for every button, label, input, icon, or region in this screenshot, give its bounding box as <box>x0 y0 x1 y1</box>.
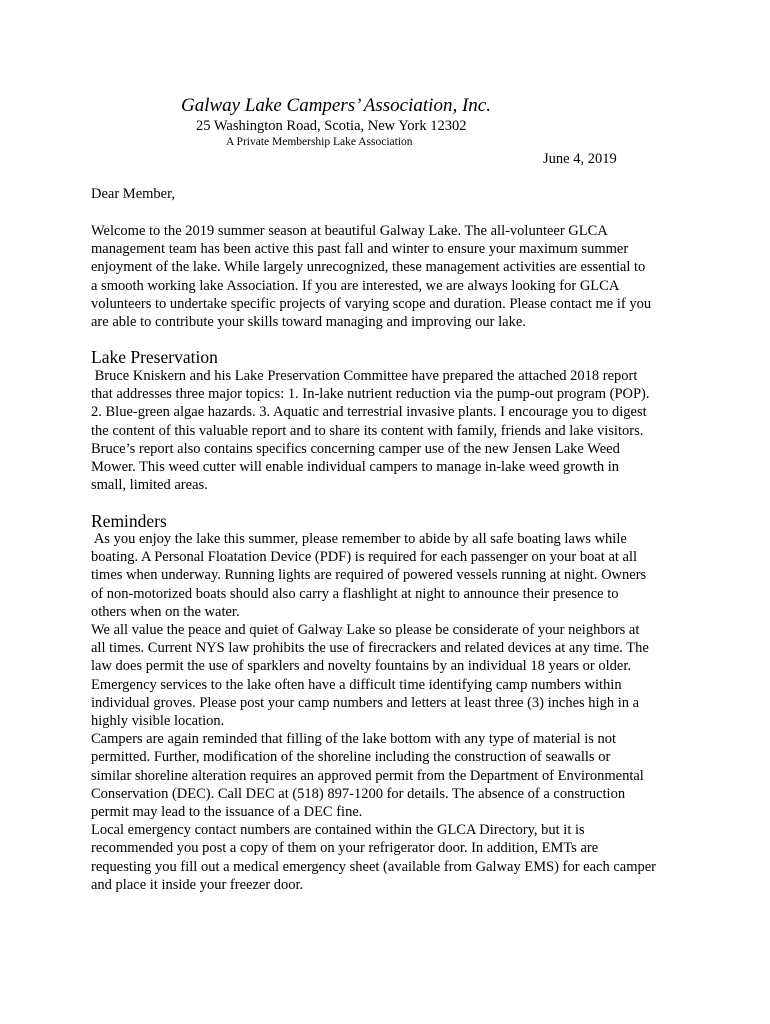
reminders-paragraph <box>91 530 691 894</box>
letterhead-tagline: A Private Membership Lake Association <box>226 136 413 148</box>
paragraph-line: individual groves. Please post your camp numbers and letters at least three (3) inches high in a <box>91 694 640 711</box>
paragraph-line: that addresses three major topics: 1. In-lake nutrient reduction via the pump-out program (POP). <box>91 386 650 403</box>
letter-date: June 4, 2019 <box>543 151 617 167</box>
lake-preservation-paragraph <box>91 367 691 494</box>
paragraph-line: As you enjoy the lake this summer, please remember to abide by all safe boating laws while <box>91 531 627 547</box>
paragraph-line: the content of this valuable report and to share its content with family, friends and lake visitors. <box>91 422 644 439</box>
paragraph-line: and place it inside your freezer door. <box>91 876 304 893</box>
paragraph-line: Local emergency contact numbers are contained within the GLCA Directory, but it is <box>91 822 585 839</box>
paragraph-line: similar shoreline alteration requires an approved permit from the Department of Environmental <box>91 767 644 784</box>
paragraph-line: a smooth working lake Association. If you are interested, we are always looking for GLCA <box>91 277 620 294</box>
paragraph-line: others when on the water. <box>91 603 240 620</box>
paragraph-line: recommended you post a copy of them on your refrigerator door. In addition, EMTs are <box>91 840 599 857</box>
paragraph-line: times when underway. Running lights are required of powered vessels running at night. Owners <box>91 567 647 584</box>
letterhead-address: 25 Washington Road, Scotia, New York 12302 <box>196 118 467 134</box>
paragraph-line: permitted. Further, modification of the shoreline including the construction of seawalls or <box>91 749 611 766</box>
paragraph-line: Welcome to the 2019 summer season at beautiful Galway Lake. The all-volunteer GLCA <box>91 223 608 239</box>
paragraph-line: all times. Current NYS law prohibits the use of firecrackers and related devices at any time. The <box>91 640 649 657</box>
paragraph-line: Campers are again reminded that filling of the lake bottom with any type of material is not <box>91 731 617 748</box>
paragraph-line: We all value the peace and quiet of Galway Lake so please be considerate of your neighbors at <box>91 622 640 639</box>
paragraph-line: small, limited areas. <box>91 477 208 494</box>
paragraph-line: Mower. This weed cutter will enable individual campers to manage in-lake weed growth in <box>91 459 620 476</box>
paragraph-line: management team has been active this past fall and winter to ensure your maximum summer <box>91 241 629 258</box>
paragraph-line: highly visible location. <box>91 713 225 730</box>
section-heading-reminders: Reminders <box>91 511 167 531</box>
paragraph-line: requesting you fill out a medical emergency sheet (available from Galway EMS) for each camper <box>91 858 657 875</box>
paragraph-line: permit may lead to the issuance of a DEC fine. <box>91 804 363 821</box>
paragraph-line: of non-motorized boats should also carry a flashlight at night to announce their presence to <box>91 585 619 602</box>
intro-paragraph <box>91 222 691 331</box>
paragraph-line: Bruce’s report also contains specifics concerning camper use of the new Jensen Lake Weed <box>91 440 620 457</box>
paragraph-line: boating. A Personal Floatation Device (PDF) is required for each passenger on your boat at all <box>91 549 638 566</box>
paragraph-line: law does permit the use of sparklers and novelty fountains by an individual 18 years or older. <box>91 658 631 675</box>
paragraph-line: enjoyment of the lake. While largely unrecognized, these management activities are essential to <box>91 259 646 276</box>
paragraph-line: are able to contribute your skills toward managing and improving our lake. <box>91 314 526 331</box>
section-heading-lake-preservation: Lake Preservation <box>91 347 218 367</box>
paragraph-line: Bruce Kniskern and his Lake Preservation Committee have prepared the attached 2018 report <box>91 368 638 384</box>
paragraph-line: 2. Blue-green algae hazards. 3. Aquatic and terrestrial invasive plants. I encourage you to digest <box>91 404 647 421</box>
paragraph-line: Conservation (DEC). Call DEC at (518) 897-1200 for details. The absence of a construction <box>91 785 626 802</box>
paragraph-line: Emergency services to the lake often have a difficult time identifying camp numbers within <box>91 676 622 693</box>
salutation: Dear Member, <box>91 186 175 202</box>
paragraph-line: volunteers to undertake specific projects of varying scope and duration. Please contact me if you <box>91 295 652 312</box>
letterhead-title: Galway Lake Campers’ Association, Inc. <box>181 95 491 116</box>
